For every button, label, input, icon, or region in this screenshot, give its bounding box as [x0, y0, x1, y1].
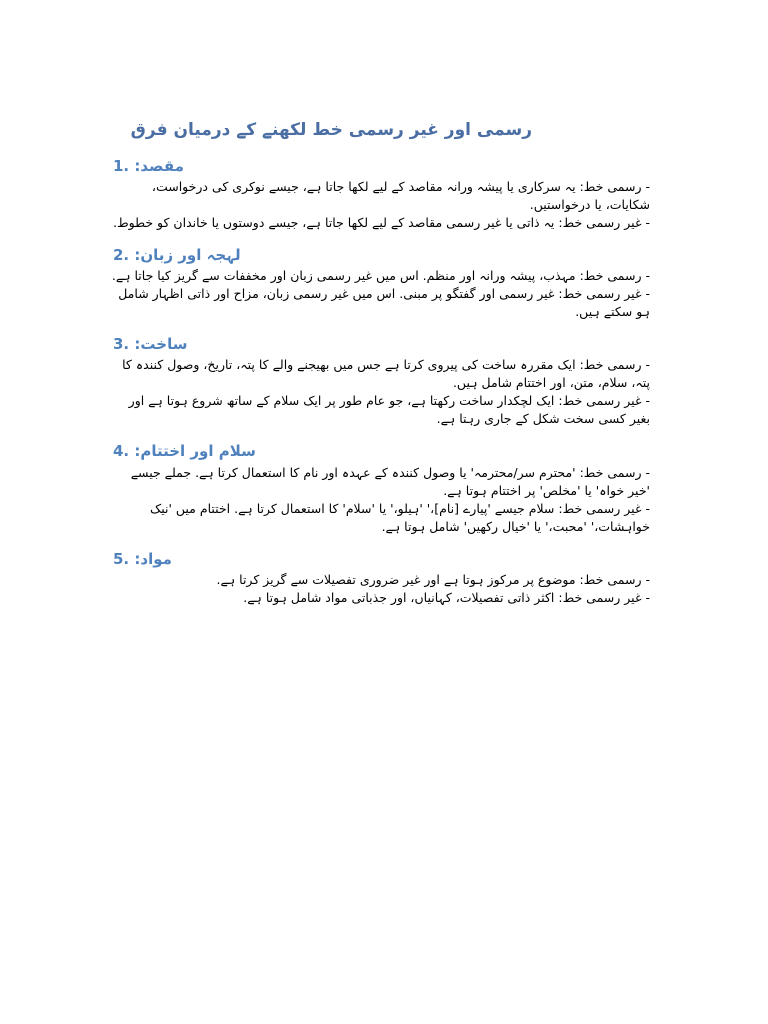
section-heading [113, 441, 658, 461]
bullet-dash: - [645, 589, 650, 605]
list-item [110, 356, 658, 392]
bullet-dash: - [645, 571, 650, 587]
section-3 [110, 334, 658, 428]
section-1 [110, 156, 658, 232]
list-item [110, 214, 658, 232]
document-page [110, 118, 658, 607]
bullet-dash: - [645, 393, 650, 409]
section-number: 2. [113, 245, 130, 264]
section-number: 4. [113, 442, 130, 461]
section-2 [110, 245, 658, 321]
section-heading-text: سلام اور اختتام: [134, 442, 256, 461]
list-item [110, 589, 658, 607]
list-item-text: رسمی خط: 'محترم سر/محترمہ' یا وصول کنندہ کے عہدہ اور نام کا استعمال کرتا ہے. جملے جیسے 'خیر خواہ' یا 'مخلص' پر اختتام ہوتا ہے. [130, 464, 650, 498]
list-item-text: رسمی خط: مہذب، پیشہ ورانہ اور منظم. اس میں غیر رسمی زبان اور مخففات سے گریز کیا جاتا ہے. [111, 268, 642, 284]
list-item-text: غیر رسمی خط: یہ ذاتی یا غیر رسمی مقاصد کے لیے لکھا جاتا ہے، جیسے دوستوں یا خاندان کو خطوط. [113, 214, 642, 230]
list-item-text: رسمی خط: ایک مقررہ ساخت کی پیروی کرتا ہے جس میں بھیجنے والے کا پتہ، تاریخ، وصول کنندہ کا پتہ، سلام، متن، اور اختتام شامل ہیں. [122, 357, 650, 391]
section-heading-text: مواد: [134, 549, 172, 568]
section-heading-text: ساخت: [134, 335, 188, 354]
list-item-text: غیر رسمی خط: سلام جیسے 'پیارے [نام]،' 'ہیلو،' یا 'سلام' کا استعمال کرتا ہے. اختتام میں 'نیک خواہشات،' 'محبت،' یا 'خیال رکھیں' شامل ہوتا ہے. [150, 500, 650, 534]
list-item [110, 500, 658, 536]
bullet-dash: - [645, 178, 650, 194]
list-item [110, 178, 658, 214]
sections-container [110, 156, 658, 607]
list-item-text: غیر رسمی خط: ایک لچکدار ساخت رکھتا ہے، جو عام طور پر ایک سلام کے ساتھ شروع ہوتا ہے اور بغیر کسی سخت شکل کے جاری رہتا ہے. [128, 393, 650, 427]
list-item [110, 285, 658, 321]
list-item-text: رسمی خط: یہ سرکاری یا پیشہ ورانہ مقاصد کے لیے لکھا جاتا ہے، جیسے نوکری کی درخواست، شکایات، یا درخواستیں. [151, 178, 650, 212]
section-4 [110, 441, 658, 535]
list-item [110, 267, 658, 285]
section-number: 5. [113, 549, 130, 568]
bullet-dash: - [645, 464, 650, 480]
list-item [110, 571, 658, 589]
bullet-dash: - [645, 500, 650, 516]
bullet-dash: - [645, 268, 650, 284]
bullet-dash: - [645, 214, 650, 230]
section-heading [113, 156, 658, 176]
section-heading-text: لہجہ اور زبان: [134, 245, 241, 264]
section-5 [110, 549, 658, 607]
bullet-dash: - [645, 286, 650, 302]
list-item [110, 464, 658, 500]
section-heading-text: مقصد: [134, 156, 184, 175]
document-title: رسمی اور غیر رسمی خط لکھنے کے درمیان فرق [130, 120, 532, 140]
list-item-text: غیر رسمی خط: اکثر ذاتی تفصیلات، کہانیاں، اور جذباتی مواد شامل ہوتا ہے. [243, 589, 642, 605]
section-number: 1. [113, 156, 130, 175]
section-heading [113, 334, 658, 354]
section-heading [113, 549, 658, 569]
list-item [110, 392, 658, 428]
bullet-dash: - [645, 357, 650, 373]
list-item-text: رسمی خط: موضوع پر مرکوز ہوتا ہے اور غیر ضروری تفصیلات سے گریز کرتا ہے. [216, 571, 642, 587]
section-number: 3. [113, 335, 130, 354]
list-item-text: غیر رسمی خط: غیر رسمی اور گفتگو پر مبنی. اس میں غیر رسمی زبان، مزاح اور ذاتی اظہار شامل ہو سکتے ہیں. [118, 286, 650, 320]
section-heading [113, 245, 658, 265]
